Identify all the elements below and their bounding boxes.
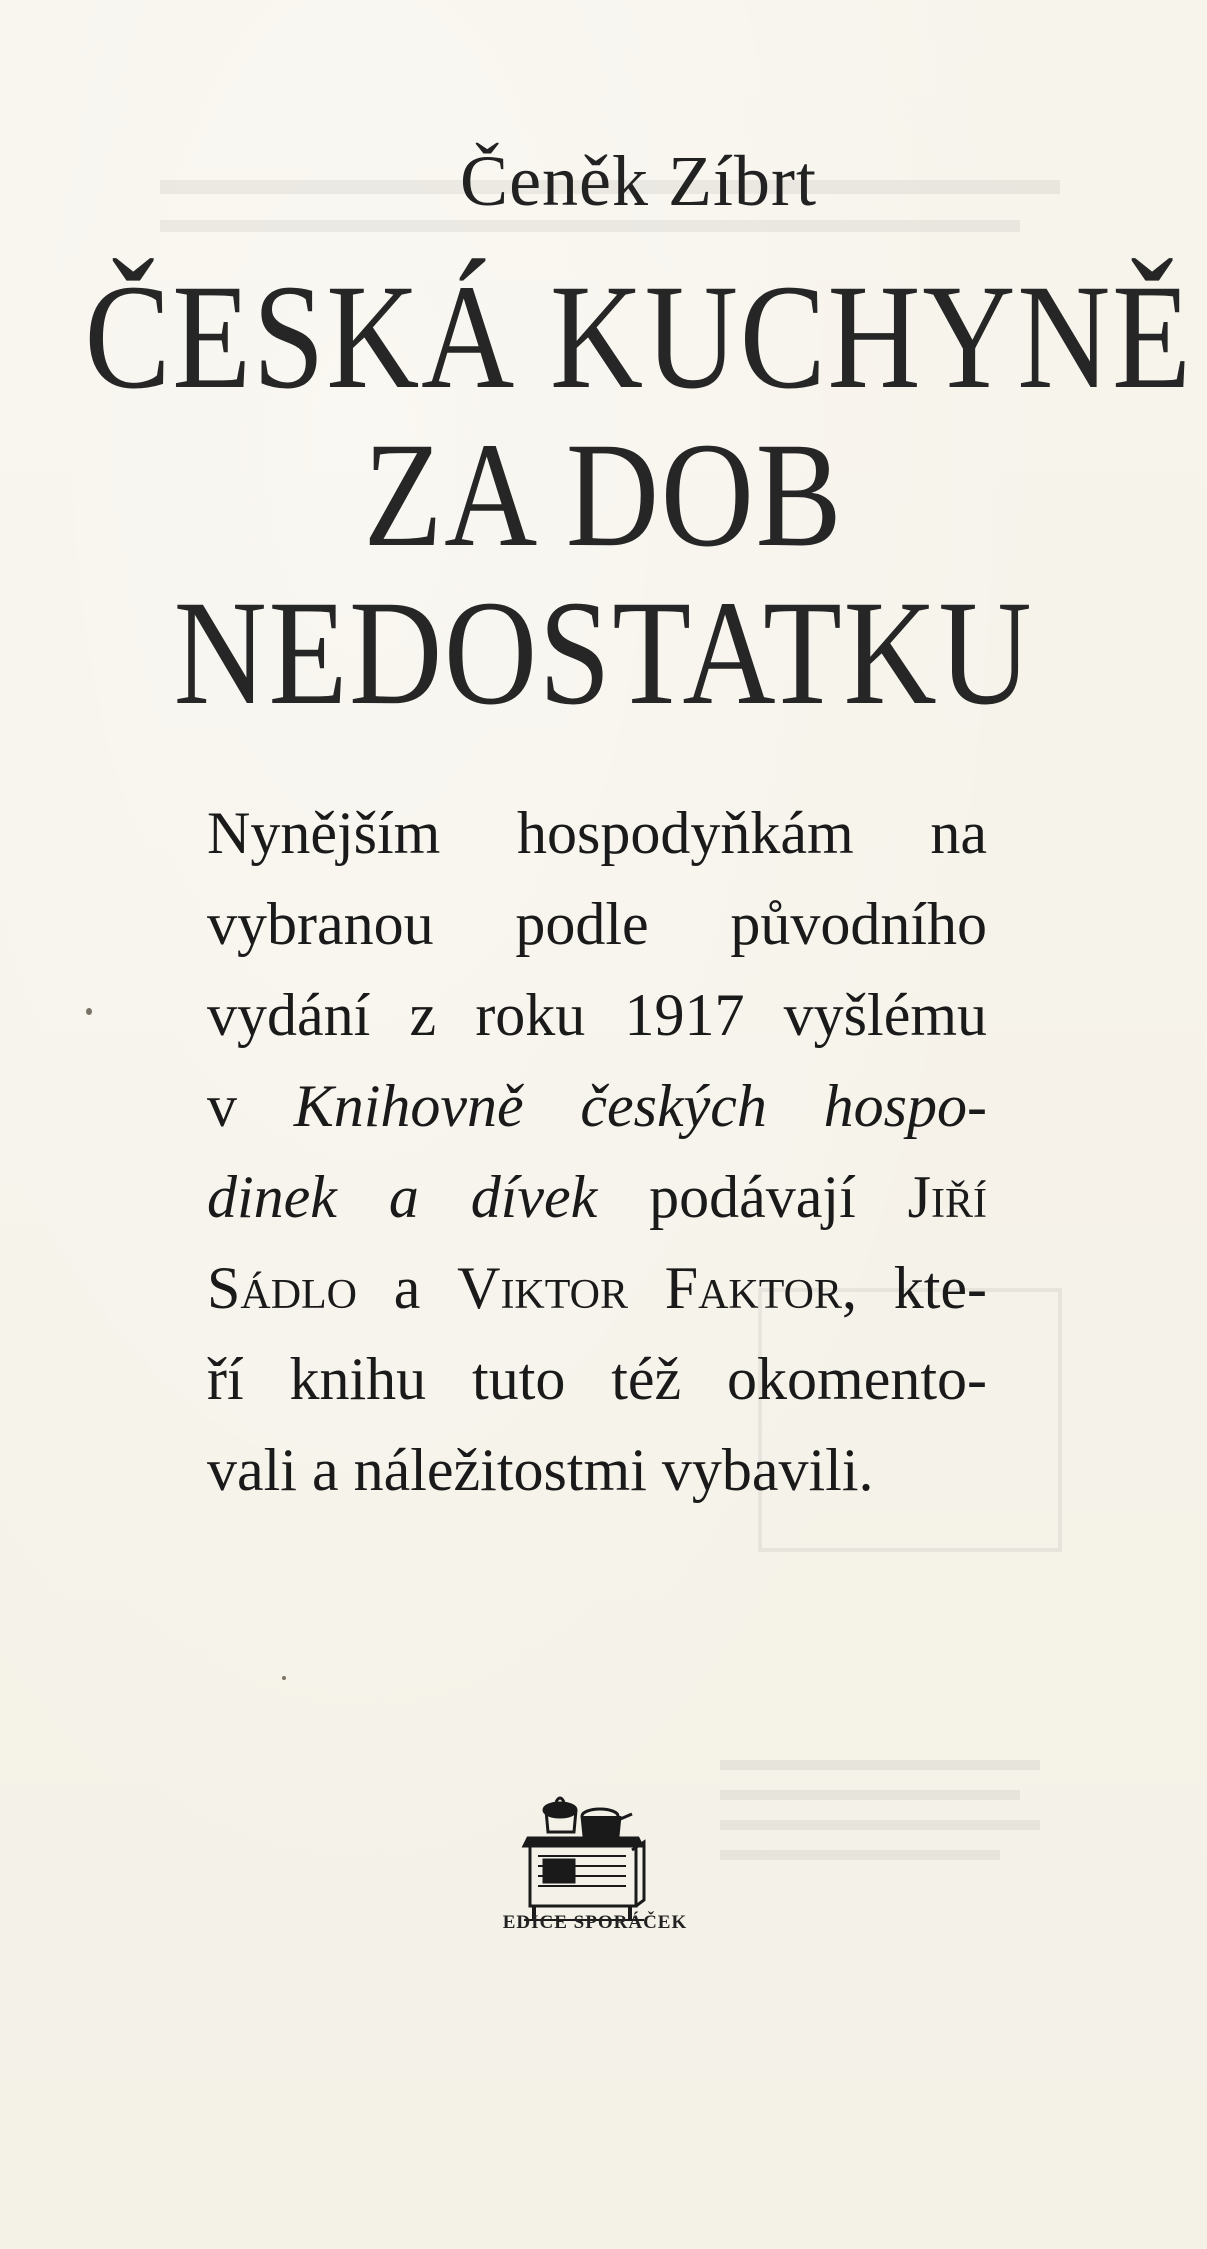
editor-name-2: Viktor Faktor, bbox=[457, 1255, 857, 1321]
editor-name-1-first: Jiří bbox=[907, 1164, 988, 1230]
blurb-line-1: Nynějším hospodyňkám na bbox=[207, 800, 987, 866]
blurb-line-5 bbox=[207, 1152, 987, 1243]
blurb-line-4 bbox=[207, 1061, 987, 1152]
series-title-italic-cont: dinek a dívek bbox=[207, 1164, 598, 1230]
editorial-blurb bbox=[207, 788, 987, 1516]
paper-speck bbox=[282, 1676, 286, 1680]
blurb-text: a bbox=[393, 1255, 421, 1321]
title-line-3: NEDOSTATKU bbox=[173, 570, 1034, 736]
blurb-text: podávají bbox=[649, 1164, 856, 1230]
blurb-line-7: ří knihu tuto též okomento- bbox=[207, 1346, 987, 1412]
editor-name-1-last: Sádlo bbox=[207, 1255, 358, 1321]
blurb-text: v bbox=[207, 1073, 237, 1139]
author-name: Čeněk Zíbrt bbox=[460, 141, 817, 221]
blurb-line-3: vydání z roku 1917 vyšlému bbox=[207, 982, 987, 1048]
stove-with-pots-icon bbox=[520, 1780, 650, 1930]
paper-speck bbox=[86, 1008, 92, 1015]
blurb-text: kte- bbox=[893, 1255, 987, 1321]
blurb-line-6 bbox=[207, 1243, 987, 1334]
title-line-1: ČESKÁ KUCHYNĚ bbox=[84, 254, 1193, 420]
series-title-italic: Knihovně českých hospo- bbox=[293, 1073, 987, 1139]
book-title bbox=[84, 254, 1193, 736]
blurb-line-2: vybranou podle původního bbox=[207, 891, 987, 957]
blurb-line-8: vali a náležitostmi vybavili. bbox=[207, 1437, 874, 1503]
title-line-2: ZA DOB bbox=[363, 412, 844, 578]
publisher-label: EDICE SPORÁČEK bbox=[502, 1912, 688, 1933]
